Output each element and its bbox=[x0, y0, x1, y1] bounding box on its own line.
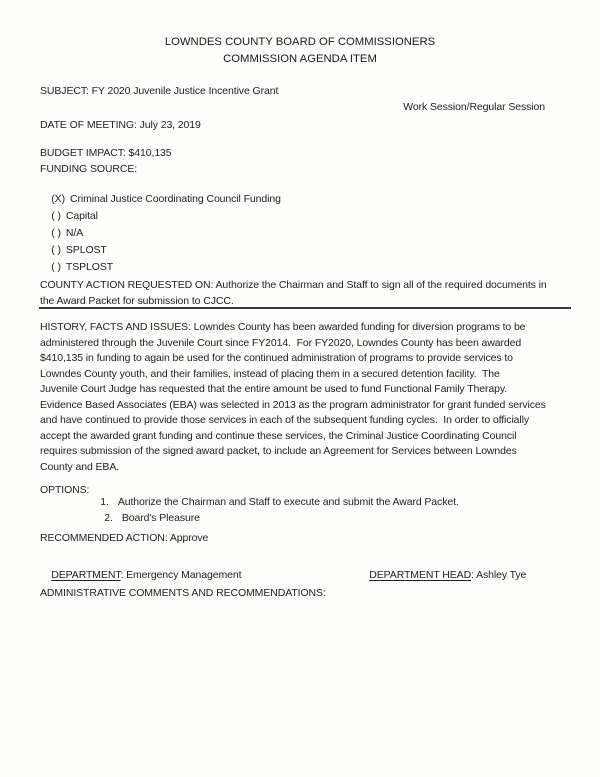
department-head-value: : Ashley Tye bbox=[471, 569, 527, 581]
funding-option-label: Criminal Justice Coordinating Council Funding bbox=[69, 193, 281, 205]
checkbox-mark: ( ) bbox=[51, 210, 61, 222]
history-line: County and EBA. bbox=[40, 460, 120, 473]
history-line: Juvenile Court Judge has requested that the entire amount be used to fund Functional Family Therapy. bbox=[40, 383, 508, 395]
funding-source-label: FUNDING SOURCE: bbox=[40, 163, 138, 175]
funding-option-label: TSPLOST bbox=[65, 261, 114, 273]
funding-option-label: Capital bbox=[65, 210, 98, 222]
checkbox-mark-checked: (X) bbox=[51, 193, 65, 205]
options-label: OPTIONS: bbox=[40, 484, 90, 496]
option-number: 1. bbox=[100, 496, 109, 508]
department-value: : Emergency Management bbox=[120, 569, 242, 581]
county-action-line: COUNTY ACTION REQUESTED ON: Authorize the Chairman and Staff to sign all of the required documents in bbox=[40, 279, 547, 291]
document-title-line1: LOWNDES COUNTY BOARD OF COMMISSIONERS bbox=[164, 36, 436, 48]
department-head-label: DEPARTMENT HEAD bbox=[369, 569, 472, 581]
history-line: Lowndes County youth, and their families, instead of placing them in a secured detention facility. The bbox=[40, 367, 500, 380]
county-action-line: the Award Packet for submission to CJCC. bbox=[40, 295, 234, 307]
checkbox-mark: ( ) bbox=[51, 244, 61, 256]
funding-option-label: SPLOST bbox=[65, 244, 107, 256]
option-item-2 bbox=[93, 500, 200, 536]
history-line: accept the awarded grant funding and continue these services, the Criminal Justice Coordinating Council bbox=[40, 429, 517, 442]
subject-line: SUBJECT: FY 2020 Juvenile Justice Incentive Grant bbox=[40, 85, 279, 97]
session-type: Work Session/Regular Session bbox=[403, 101, 545, 113]
checkbox-mark: ( ) bbox=[51, 261, 61, 273]
option-text: Board's Pleasure bbox=[121, 512, 200, 524]
recommended-action: RECOMMENDED ACTION: Approve bbox=[40, 532, 209, 544]
department-label: DEPARTMENT bbox=[51, 569, 121, 581]
history-line: $410,135 in funding to again be used for the continued administration of programs to provide services to bbox=[40, 352, 513, 364]
section-divider-rule bbox=[39, 307, 571, 309]
history-line: requires submission of the signed award packet, to include an Agreement for Services between Lowndes bbox=[40, 445, 517, 457]
option-text: Authorize the Chairman and Staff to execute and submit the Award Packet. bbox=[117, 496, 459, 508]
history-line: administered through the Juvenile Court since FY2014. For FY2020, Lowndes County has been awarded bbox=[40, 336, 522, 349]
meeting-date: DATE OF MEETING: July 23, 2019 bbox=[40, 119, 201, 131]
admin-comments-heading: ADMINISTRATIVE COMMENTS AND RECOMMENDATIONS: bbox=[40, 587, 326, 599]
history-line: and have continued to provide those services in each of the subsequent funding cycles. In order to officially bbox=[40, 414, 530, 426]
history-line: HISTORY, FACTS AND ISSUES: Lowndes County has been awarded funding for diversion programs to be bbox=[40, 321, 526, 333]
budget-impact: BUDGET IMPACT: $410,135 bbox=[40, 147, 172, 159]
department-head-field bbox=[358, 557, 526, 593]
history-line: Evidence Based Associates (EBA) was selected in 2013 as the program administrator for grant funded services bbox=[40, 398, 546, 411]
document-title-line2: COMMISSION AGENDA ITEM bbox=[223, 53, 377, 65]
funding-option-label: N/A bbox=[65, 227, 84, 239]
checkbox-mark: ( ) bbox=[51, 227, 61, 239]
option-number: 2. bbox=[104, 512, 113, 524]
